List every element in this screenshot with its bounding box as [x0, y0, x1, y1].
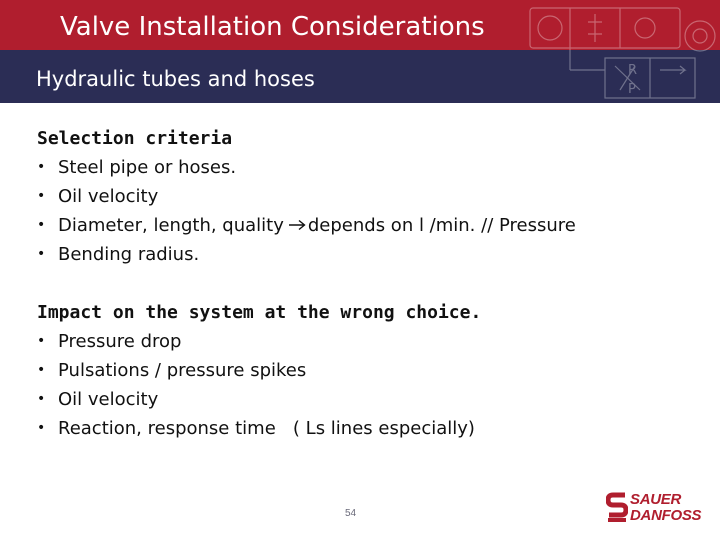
logo-line-danfoss: DANFOSS — [630, 507, 702, 524]
list-item — [37, 414, 707, 443]
page-number: 54 — [345, 508, 357, 519]
list-item — [37, 182, 707, 211]
list-item — [37, 385, 707, 414]
list-item — [37, 240, 707, 269]
list-item — [37, 153, 707, 182]
bullet-icon: • — [37, 217, 46, 233]
bullet-icon: • — [37, 188, 46, 204]
arrow-right-icon — [288, 219, 306, 231]
watermark-letter-r: R — [628, 63, 638, 78]
watermark-letter-p: P — [628, 82, 636, 97]
list-item-text: Oil velocity — [58, 389, 159, 410]
bullet-icon: • — [37, 333, 46, 349]
selection-criteria-list — [37, 153, 707, 269]
list-item-text: Pulsations / pressure spikes — [58, 360, 307, 381]
list-item-text: Bending radius. — [58, 244, 200, 265]
impact-list — [37, 327, 707, 443]
slide-content — [37, 124, 707, 443]
slide-title: Valve Installation Considerations — [60, 12, 485, 42]
title-bar — [0, 0, 720, 50]
list-item-text: Steel pipe or hoses. — [58, 157, 237, 178]
logo-line-sauer: SAUER — [630, 491, 682, 508]
selection-criteria-heading: Selection criteria — [37, 128, 233, 149]
bullet-icon: • — [37, 391, 46, 407]
list-item-text: Pressure drop — [58, 331, 182, 352]
list-item — [37, 327, 707, 356]
impact-section — [37, 298, 707, 443]
slide-subtitle: Hydraulic tubes and hoses — [36, 67, 315, 91]
bullet-icon: • — [37, 246, 46, 262]
sauer-danfoss-logo — [606, 490, 710, 526]
bullet-icon: • — [37, 159, 46, 175]
bullet-icon: • — [37, 420, 46, 436]
list-item — [37, 211, 707, 240]
list-item-text: Oil velocity — [58, 186, 159, 207]
list-item-text: Diameter, length, quality — [58, 215, 284, 236]
bullet-icon: • — [37, 362, 46, 378]
subtitle-bar — [0, 50, 720, 103]
list-item — [37, 356, 707, 385]
list-item-text: Reaction, response time ( Ls lines especially) — [58, 418, 475, 439]
logo-s-icon — [606, 491, 628, 525]
impact-heading: Impact on the system at the wrong choice. — [37, 302, 482, 323]
list-item-text: depends on l /min. // Pressure — [307, 215, 576, 236]
